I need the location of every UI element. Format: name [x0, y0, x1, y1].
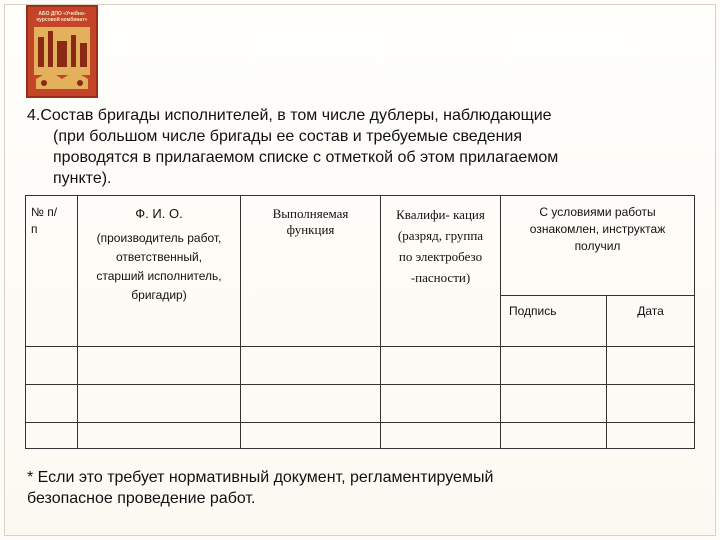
- heading-line-3: проводятся в прилагаемом списке с отметкой об этом прилагаемом: [53, 149, 559, 166]
- table-cell[interactable]: [26, 347, 78, 385]
- header-date-text: Дата: [637, 304, 664, 318]
- header-function: [241, 196, 381, 347]
- table-cell[interactable]: [241, 385, 381, 423]
- logo-caption: АБО ДПО «Учебно-курсовой комбинат»: [36, 11, 88, 23]
- table-cell[interactable]: [381, 423, 501, 449]
- header-number-text: № п/п: [31, 205, 58, 236]
- organization-logo: [26, 5, 98, 98]
- heading-line-2: (при большом числе бригады ее состав и требуемые сведения: [53, 128, 523, 145]
- header-signature: [501, 296, 607, 347]
- table-cell[interactable]: [26, 423, 78, 449]
- table-row: [26, 347, 695, 385]
- table-cell[interactable]: [607, 347, 695, 385]
- brigade-table: [25, 195, 695, 449]
- header-fio: [78, 196, 241, 347]
- header-fio-title: Ф. И. О.: [135, 206, 183, 221]
- table-cell[interactable]: [607, 423, 695, 449]
- logo-emblem-icon: [28, 7, 96, 96]
- table-cell[interactable]: [78, 423, 241, 449]
- table-cell[interactable]: [501, 385, 607, 423]
- heading-line-4: пункте).: [53, 170, 112, 187]
- table-cell[interactable]: [241, 423, 381, 449]
- footnote-line-2: безопасное проведение работ.: [27, 490, 256, 507]
- header-signature-text: Подпись: [509, 304, 557, 318]
- table-cell[interactable]: [381, 385, 501, 423]
- header-qualification: [381, 196, 501, 347]
- header-number: [26, 196, 78, 347]
- table-cell[interactable]: [501, 347, 607, 385]
- table-cell[interactable]: [607, 385, 695, 423]
- table-row: [26, 385, 695, 423]
- table-cell[interactable]: [26, 385, 78, 423]
- brigade-composition-heading: [27, 105, 687, 189]
- table-cell[interactable]: [78, 347, 241, 385]
- table-row: [26, 423, 695, 449]
- footnote-line-1: * Если это требует нормативный документ, регламентируемый: [27, 469, 494, 486]
- table-cell[interactable]: [78, 385, 241, 423]
- header-qualification-text: Квалифи- кация (разряд, группа по электробезо -пасности): [396, 207, 485, 285]
- header-date: [607, 296, 695, 347]
- header-conditions-text: С условиями работы ознакомлен, инструктаж получил: [529, 205, 666, 253]
- footnote: [27, 467, 667, 509]
- table-cell[interactable]: [241, 347, 381, 385]
- header-fio-subtitle: (производитель работ, ответственный, старший исполнитель, бригадир): [96, 231, 222, 302]
- table-cell[interactable]: [501, 423, 607, 449]
- table-cell[interactable]: [381, 347, 501, 385]
- header-conditions: [501, 196, 695, 296]
- heading-line-1: 4.Состав бригады исполнителей, в том числе дублеры, наблюдающие: [27, 107, 552, 124]
- header-function-text: Выполняемая функция: [272, 206, 349, 237]
